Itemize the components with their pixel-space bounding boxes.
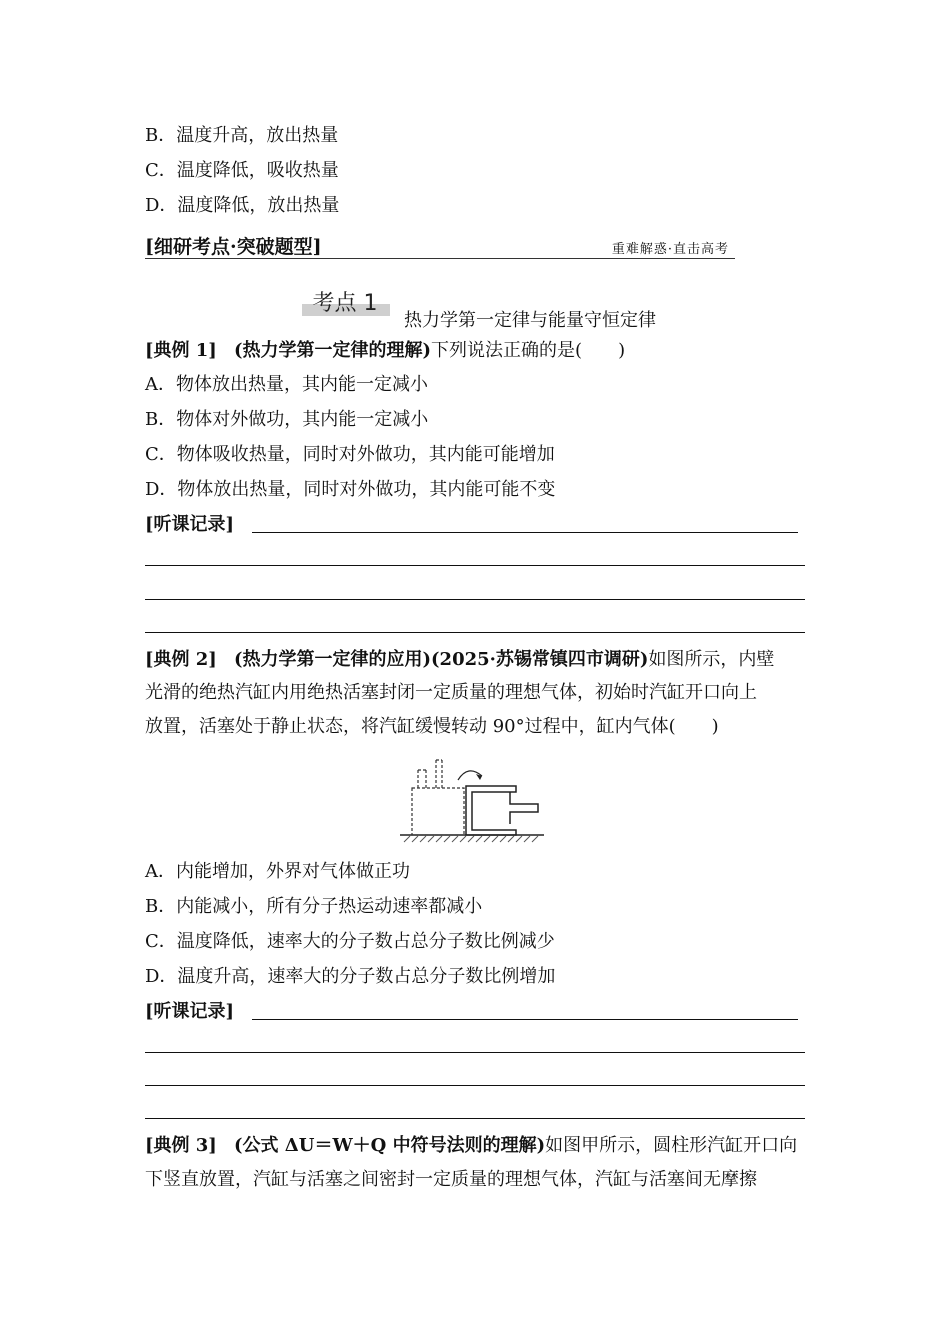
option-b-prev: B．温度升高，放出热量 — [145, 125, 339, 146]
example1-option-b: B．物体对外做功，其内能一定减小 — [145, 409, 429, 430]
example2-stem-line1 — [145, 648, 774, 672]
option-c-prev: C．温度降低，吸收热量 — [145, 160, 339, 181]
example2-option-a: A．内能增加，外界对气体做正功 — [145, 861, 410, 882]
example3-stem-line2: 下竖直放置，汽缸与活塞之间密封一定质量的理想气体，汽缸与活塞间无摩擦 — [145, 1169, 757, 1190]
example1-stem — [145, 339, 625, 363]
notes-line[interactable] — [145, 565, 805, 566]
example2-prefix: [典例 2] — [145, 649, 217, 670]
cylinder-rotation-figure — [398, 758, 548, 844]
example1-topic: (热力学第一定律的理解) — [234, 340, 432, 361]
example1-option-d: D．物体放出热量，同时对外做功，其内能可能不变 — [145, 479, 556, 500]
example3-stem-line1 — [145, 1134, 797, 1158]
notes-line[interactable] — [145, 1052, 805, 1053]
example1-option-c: C．物体吸收热量，同时对外做功，其内能可能增加 — [145, 444, 555, 465]
notes-line[interactable] — [145, 1118, 805, 1119]
example2-stem1: 如图所示，内壁 — [648, 649, 775, 670]
notes-line[interactable] — [145, 1085, 805, 1086]
example2-topic: (热力学第一定律的应用)(2025·苏锡常镇四市调研) — [234, 649, 649, 670]
example2-notes-label: [听课记录] — [145, 1001, 235, 1022]
section-header — [145, 232, 735, 259]
example2-option-d: D．温度升高，速率大的分子数占总分子数比例增加 — [145, 966, 556, 987]
example3-stem1: 如图甲所示，圆柱形汽缸开口向 — [545, 1135, 798, 1156]
notes-line[interactable] — [252, 1019, 798, 1020]
example2-stem-line2: 光滑的绝热汽缸内用绝热活塞封闭一定质量的理想气体，初始时汽缸开口向上 — [145, 682, 757, 703]
kaodian-label: 考点 1 — [312, 291, 378, 316]
example3-prefix: [典例 3] — [145, 1135, 217, 1156]
notes-line[interactable] — [145, 632, 805, 633]
example2-option-c: C．温度降低，速率大的分子数占总分子数比例减少 — [145, 931, 555, 952]
notes-line[interactable] — [145, 599, 805, 600]
notes-line[interactable] — [252, 532, 798, 533]
section-tag: 重难解惑·直击高考 — [611, 242, 729, 257]
example3-topic: (公式 ΔU＝W＋Q 中符号法则的理解) — [234, 1135, 546, 1156]
example2-option-b: B．内能减小，所有分子热运动速率都减小 — [145, 896, 483, 917]
example1-option-a: A．物体放出热量，其内能一定减小 — [145, 374, 428, 395]
example2-stem-line3: 放置，活塞处于静止状态，将汽缸缓慢转动 90°过程中，缸内气体( ) — [145, 716, 719, 737]
example1-prefix: [典例 1] — [145, 340, 217, 361]
section-title: [细研考点·突破题型] — [145, 236, 322, 258]
option-d-prev: D．温度降低，放出热量 — [145, 195, 340, 216]
example1-question: 下列说法正确的是( ) — [431, 340, 626, 361]
kaodian-title: 热力学第一定律与能量守恒定律 — [404, 310, 656, 331]
example1-notes-label: [听课记录] — [145, 514, 235, 535]
